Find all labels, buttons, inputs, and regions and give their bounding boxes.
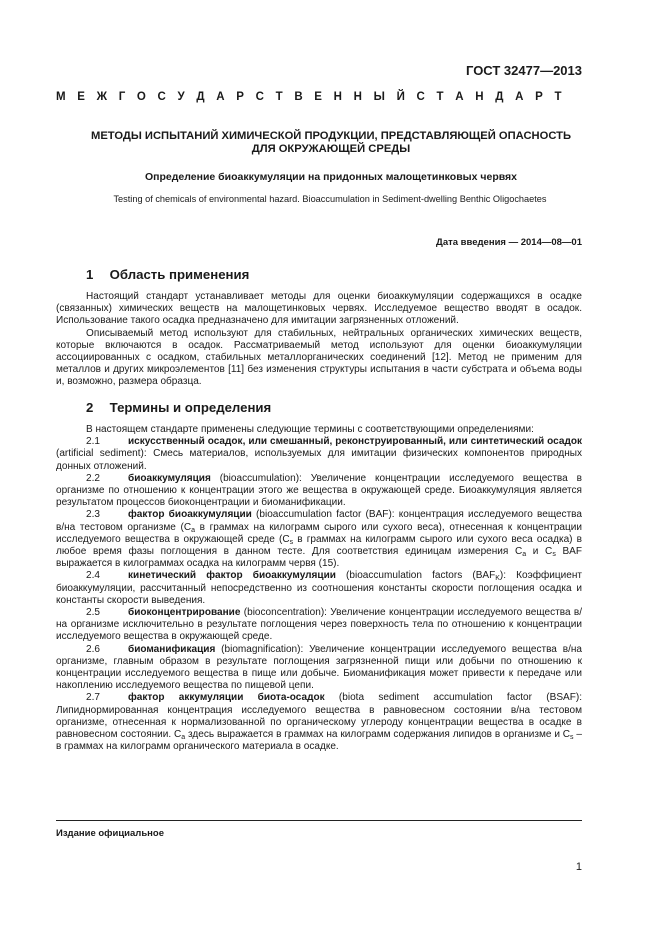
term-number: 2.6 <box>86 643 100 655</box>
introduction-date: Дата введения — 2014—08—01 <box>436 237 582 248</box>
term-number: 2.7 <box>86 692 100 704</box>
term-definition: в граммах на килограмм сырого или сухого веса осадка) в любое время фазы поглощения в данном тесте. Для соответствия единицам измерения C <box>56 533 582 558</box>
term-2-6 <box>56 644 582 693</box>
subscript: a <box>191 526 196 534</box>
term-name: фактор биоаккумуляции <box>128 509 252 521</box>
term-2-7 <box>56 692 582 753</box>
term-definition: – в граммах на килограмм органического материала в осадке. <box>56 729 582 753</box>
term-definition: BAF выражается в килограммах осадка на килограмм червя (15). <box>56 546 582 570</box>
section-1-body <box>56 291 582 389</box>
subscript: a <box>181 734 186 742</box>
term-number: 2.1 <box>86 436 100 448</box>
term-number: 2.4 <box>86 570 100 582</box>
paragraph: Настоящий стандарт устанавливает методы для оценки биоаккумуляции содержащихся в осадке (связанных) химических веществ на малощетинковых червях. Исследуемое вещество вводят в осадок. Использование такого осадка предназначено для имитации загрязненных отложений. <box>56 291 582 327</box>
section-2-heading <box>86 400 271 415</box>
footer-divider <box>56 820 582 821</box>
term-number: 2.5 <box>86 607 100 619</box>
paragraph: Описываемый метод используют для стабильных, нейтральных органических химических веществ, которые включаются в осадок. Рассматриваемый метод используют для оценки биоаккумуляции ассоциированных с осадком, стабильных металлорганических соединений [12]. Метод не применим для металлов и других микроэлементов [11] без изменения структуры испытания в части субстрата и объема воды и, возможно, размера образца. <box>56 327 582 388</box>
document-subtitle: Определение биоаккумуляции на придонных малощетинковых червях <box>144 171 518 183</box>
term-2-3 <box>56 509 582 570</box>
term-2-1 <box>56 436 582 473</box>
subscript: a <box>522 551 527 559</box>
english-title: Testing of chemicals of environmental hazard. Bioaccumulation in Sediment-dwelling Benthic Oligochaetes <box>113 194 547 204</box>
section-title: Область применения <box>109 267 250 282</box>
subscript: K <box>495 575 500 583</box>
title-line-1: МЕТОДЫ ИСПЫТАНИЙ ХИМИЧЕСКОЙ ПРОДУКЦИИ, ПРЕДСТАВЛЯЮЩЕЙ ОПАСНОСТЬ <box>91 130 571 142</box>
term-definition: (bioaccumulation factor (BAF): концентрация исследуемого вещества в/на тестовом организме (C <box>56 509 582 533</box>
document-type: М Е Ж Г О С У Д А Р С Т В Е Н Н Ы Й С Т А Н Д А Р Т <box>56 91 562 103</box>
term-name: искусственный осадок, или смешанный, реконструированный, или синтетический осадок <box>128 436 582 448</box>
edition-label: Издание официальное <box>56 828 164 839</box>
section-2-body <box>56 424 582 753</box>
term-name: фактор аккумуляции биота-осадок <box>128 692 325 704</box>
subscript: s <box>289 538 294 546</box>
subscript: s <box>570 734 574 742</box>
term-definition: здесь выражается в граммах на килограмм содержания липидов в организме и C <box>185 729 571 741</box>
section-number: 2 <box>86 400 94 415</box>
section-1-heading <box>86 267 249 282</box>
term-2-5 <box>56 607 582 644</box>
paragraph: В настоящем стандарте применены следующие термины с соответствующими определениями: <box>86 424 534 435</box>
title-line-2: ДЛЯ ОКРУЖАЮЩЕЙ СРЕДЫ <box>251 143 411 155</box>
document-title <box>80 130 582 156</box>
term-definition: (biota sediment accumulation factor (BSAF): Липиднормированная концентрация исследуемого вещества в равновесном состоянии в/на тестовом организме, отнесенная к нормализованной по органическому углероду концентрации вещества в осадке в равновесном состоянии. C <box>56 692 582 741</box>
term-definition: (biomagnification): Увеличение концентрации исследуемого вещества в/на организме, главным образом в результате поглощения загрязненной пищи или добычи по отношению к концентрации исследуемого вещества в пище или добыче. Биоманификация может привести к передаче или накоплению исследуемого вещества по пищевой цепи. <box>56 643 582 692</box>
term-definition: (bioconcentration): Увеличение концентрации исследуемого вещества в/на организме исключительно в результате поглощения через поверхность тела по отношению к концентрации исследуемого вещества в окружающей среде. <box>56 607 582 643</box>
page-number: 1 <box>575 861 582 873</box>
term-definition: (artificial sediment): Смесь материалов, используемых для имитации физических компонентов природных донных отложений. <box>56 448 582 472</box>
section-title: Термины и определения <box>109 400 272 415</box>
section-number: 1 <box>86 267 94 282</box>
term-name: биоманификация <box>128 643 216 655</box>
term-name: биоконцентрирование <box>128 607 241 619</box>
term-definition: (bioaccumulation): Увеличение концентрации исследуемого вещества в организме по отношению к концентрации этого же вещества в окружающей среде. Биоаккумуляция является результатом процессов биоконцентрации и биоманификации. <box>56 472 582 509</box>
term-2-2 <box>56 473 582 510</box>
term-number: 2.2 <box>86 472 100 484</box>
term-definition: (bioaccumulation factors (BAF <box>335 570 496 582</box>
term-definition: ): Коэффициент биоаккумуляции, рассчитанный непосредственно из соотношения константы скорости поглощения осадка и константы скорости выведения. <box>56 570 582 606</box>
term-definition: и C <box>526 546 553 558</box>
term-2-4 <box>56 570 582 607</box>
term-definition: в граммах на килограмм сырого или сухого веса), отнесенная к концентрации исследуемого вещества в окружающей среде (C <box>56 521 582 545</box>
subscript: s <box>552 551 556 559</box>
term-number: 2.3 <box>86 509 100 521</box>
document-code: ГОСТ 32477—2013 <box>466 63 582 78</box>
term-name: кинетический фактор биоаккумуляции <box>128 570 336 582</box>
term-name: биоаккумуляция <box>128 472 211 484</box>
